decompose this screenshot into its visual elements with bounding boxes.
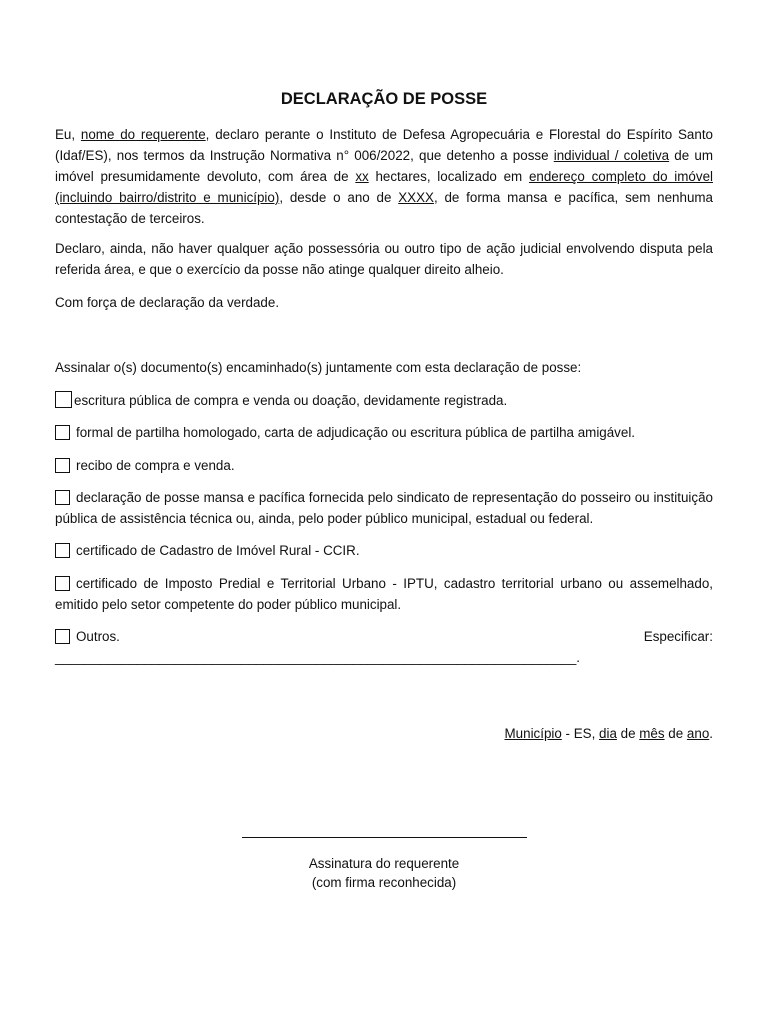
checkbox[interactable] xyxy=(55,543,70,558)
document-option-formal-partilha[interactable] xyxy=(55,422,713,443)
option-label: Outros. Especificar: ______________________________________________________________________. xyxy=(55,629,713,665)
text: , declaro perante o Instituto de Defesa Agropecuária e Florestal do Espírito Santo (Idaf/ES), nos termos da Instrução Normativa n° 006/2022, que detenho a posse xyxy=(55,127,713,163)
document-option-escritura[interactable] xyxy=(55,390,713,411)
document-option-ccir[interactable] xyxy=(55,540,713,561)
document-title: DECLARAÇÃO DE POSSE xyxy=(280,90,488,108)
document-option-outros[interactable] xyxy=(55,626,713,668)
document-option-declaracao-sindicato[interactable] xyxy=(55,487,713,529)
text: Eu, xyxy=(55,127,81,142)
text: , de forma mansa e pacífica, sem nenhuma contestação de terceiros. xyxy=(55,190,713,226)
address-placeholder: endereço completo do imóvel (incluindo bairro/distrito e município) xyxy=(55,169,713,205)
document-option-recibo[interactable] xyxy=(55,455,713,476)
signature-line xyxy=(242,837,527,838)
option-label: certificado de Cadastro de Imóvel Rural - CCIR. xyxy=(76,543,360,558)
documents-instruction: Assinalar o(s) documento(s) encaminhado(s) juntamente com esta declaração de posse: xyxy=(55,360,582,375)
month-placeholder: mês xyxy=(639,726,665,741)
text: , desde o ano de xyxy=(279,190,399,205)
municipality-placeholder: Município xyxy=(504,726,562,741)
checkbox[interactable] xyxy=(55,391,72,408)
checkbox[interactable] xyxy=(55,576,70,591)
text: de xyxy=(616,726,640,741)
declaration-paragraph xyxy=(55,124,713,229)
text: de um imóvel presumidamente devoluto, com área de xyxy=(55,148,713,184)
day-placeholder: dia xyxy=(599,726,617,741)
text: . xyxy=(709,726,713,741)
option-label: escritura pública de compra e venda ou doação, devidamente registrada. xyxy=(74,393,508,408)
year-placeholder: XXXX xyxy=(398,190,434,205)
option-label: declaração de posse mansa e pacífica fornecida pelo sindicato de representação do posseiro ou instituição pública de assistência técnica ou, ainda, pelo poder público municipal, estadual ou federal. xyxy=(55,490,713,526)
document-option-iptu[interactable] xyxy=(55,573,713,615)
checkbox[interactable] xyxy=(55,425,70,440)
no-dispute-paragraph: Declaro, ainda, não haver qualquer ação possessória ou outro tipo de ação judicial envolvendo disputa pela referida área, e que o exercício da posse não atinge qualquer direito alheio. xyxy=(55,241,713,277)
signature-note: (com firma reconhecida) xyxy=(311,875,457,890)
year-placeholder: ano xyxy=(686,726,710,741)
checkbox[interactable] xyxy=(55,629,70,644)
signature-label: Assinatura do requerente xyxy=(308,856,460,871)
checkbox[interactable] xyxy=(55,490,70,505)
option-label: recibo de compra e venda. xyxy=(76,458,235,473)
text: de xyxy=(664,726,687,741)
text: hectares, localizado em xyxy=(368,169,529,184)
area-placeholder: xx xyxy=(355,169,369,184)
option-label: certificado de Imposto Predial e Territorial Urbano - IPTU, cadastro territorial urbano ou assemelhado, emitido pelo setor competente do poder público municipal. xyxy=(55,576,713,612)
possession-type-placeholder: individual / coletiva xyxy=(553,148,670,163)
truth-statement: Com força de declaração da verdade. xyxy=(55,295,280,310)
option-label: formal de partilha homologado, carta de adjudicação ou escritura pública de partilha amigável. xyxy=(76,425,636,440)
checkbox[interactable] xyxy=(55,458,70,473)
text: - ES, xyxy=(561,726,600,741)
requester-name-placeholder: nome do requerente xyxy=(80,127,206,142)
place-date-line xyxy=(505,723,713,744)
